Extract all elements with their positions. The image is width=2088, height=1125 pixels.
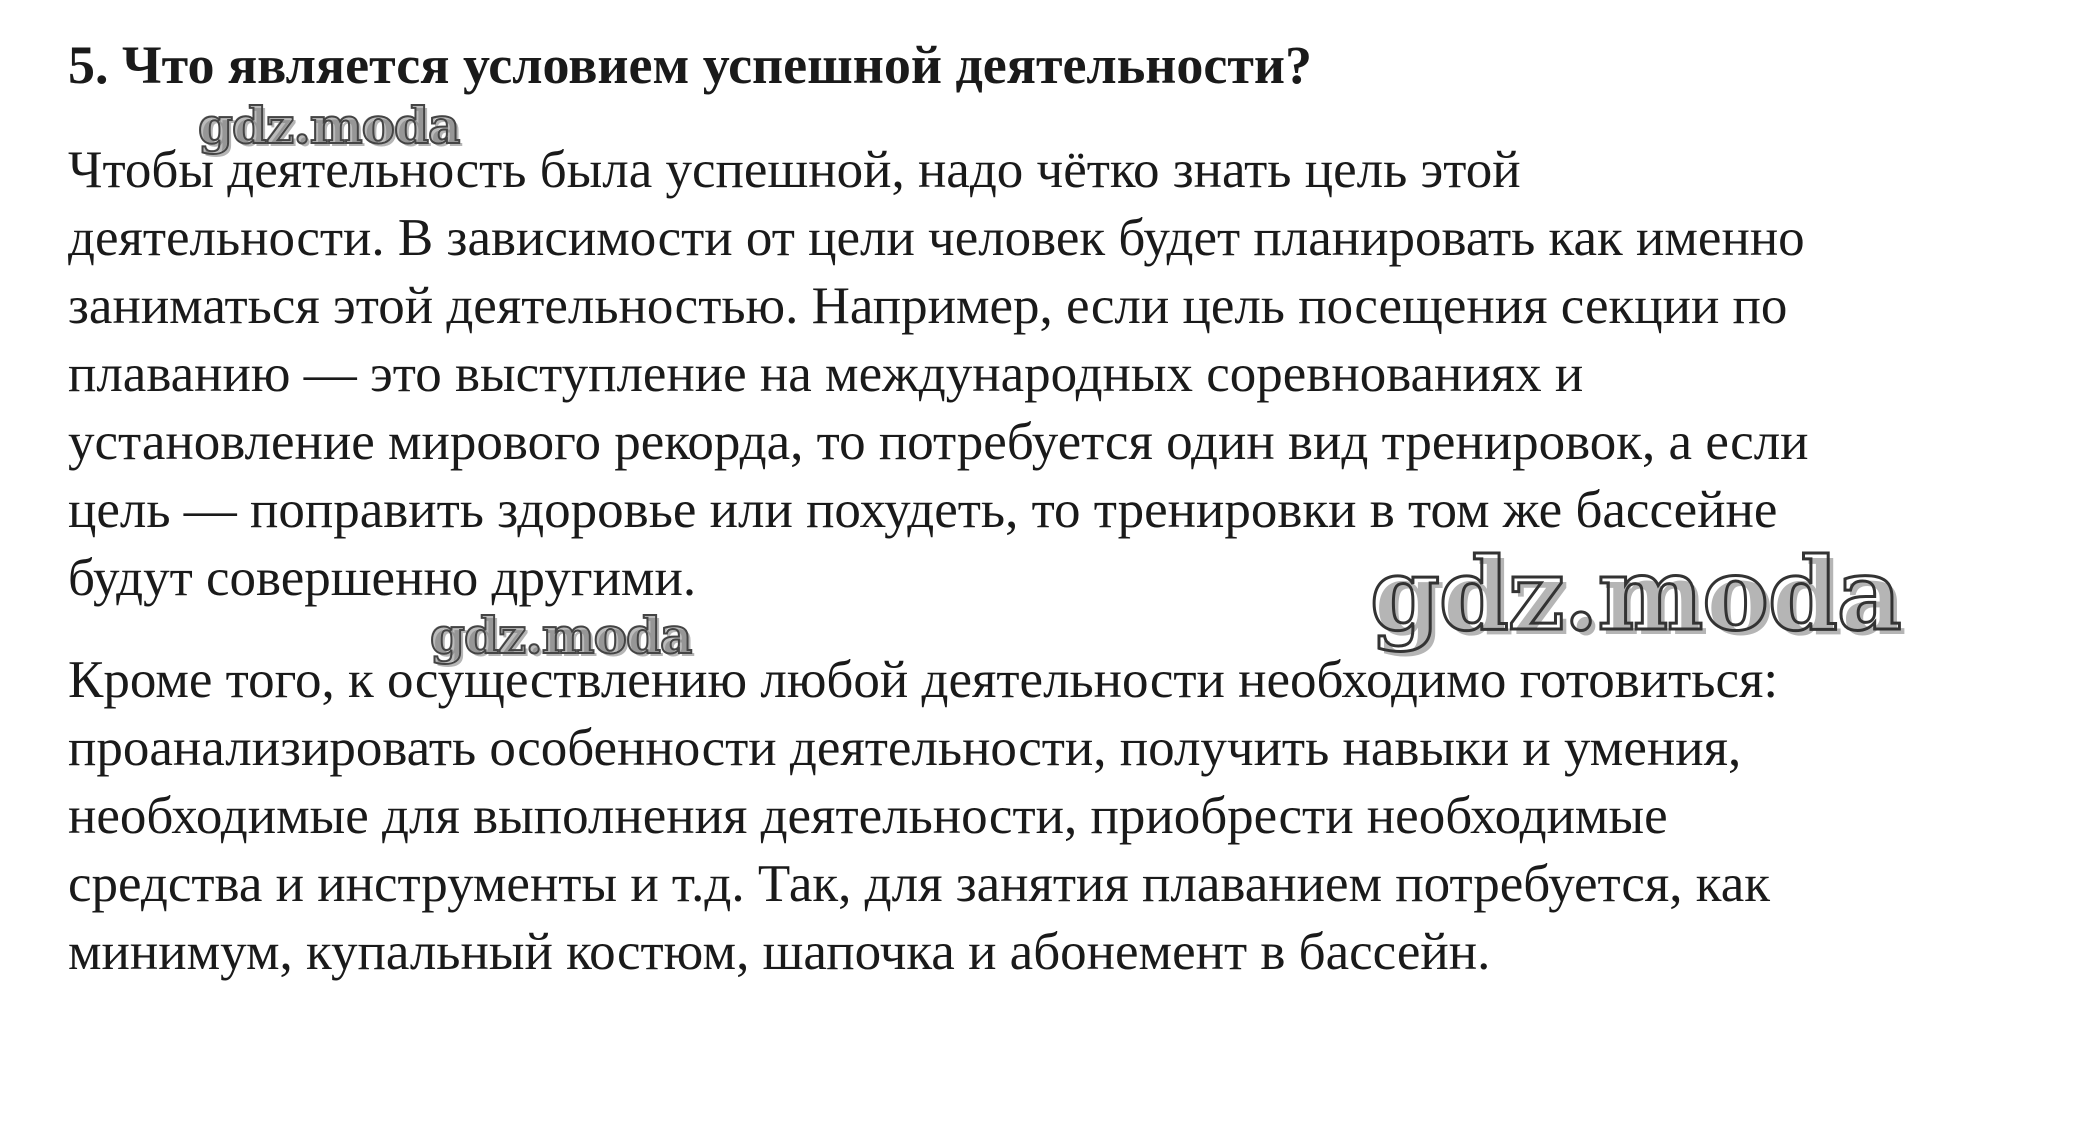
paragraph-line: заниматься этой деятельностью. Например, если цель посещения секции по <box>68 277 1788 335</box>
watermark-small-middle: gdz.moda <box>430 606 692 665</box>
paragraph-line: средства и инструменты и т.д. Так, для занятия плаванием потребуется, как <box>68 855 1770 913</box>
paragraph-line: проанализировать особенности деятельности, получить навыки и умения, <box>68 719 1742 777</box>
paragraph-line: деятельности. В зависимости от цели человек будет планировать как именно <box>68 209 1805 267</box>
watermark-small-top: gdz.moda <box>198 96 460 155</box>
paragraph-line: минимум, купальный костюм, шапочка и абонемент в бассейн. <box>68 923 1491 981</box>
answer-paragraph-2 <box>68 646 2068 986</box>
paragraph-line: будут совершенно другими. <box>68 549 697 607</box>
answer-paragraph-1 <box>68 136 2068 612</box>
paragraph-line: цель — поправить здоровье или похудеть, то тренировки в том же бассейне <box>68 481 1778 539</box>
paragraph-line: Кроме того, к осуществлению любой деятельности необходимо готовиться: <box>68 651 1779 709</box>
paragraph-line: Чтобы деятельность была успешной, надо чётко знать цель этой <box>68 141 1521 199</box>
paragraph-line: необходимые для выполнения деятельности, приобрести необходимые <box>68 787 1668 845</box>
watermark-large: gdz.moda <box>1370 535 1901 653</box>
question-heading: 5. Что является условием успешной деятельности? <box>68 35 1313 95</box>
paragraph-line: установление мирового рекорда, то потребуется один вид тренировок, а если <box>68 413 1809 471</box>
paragraph-line: плаванию — это выступление на международных соревнованиях и <box>68 345 1584 403</box>
